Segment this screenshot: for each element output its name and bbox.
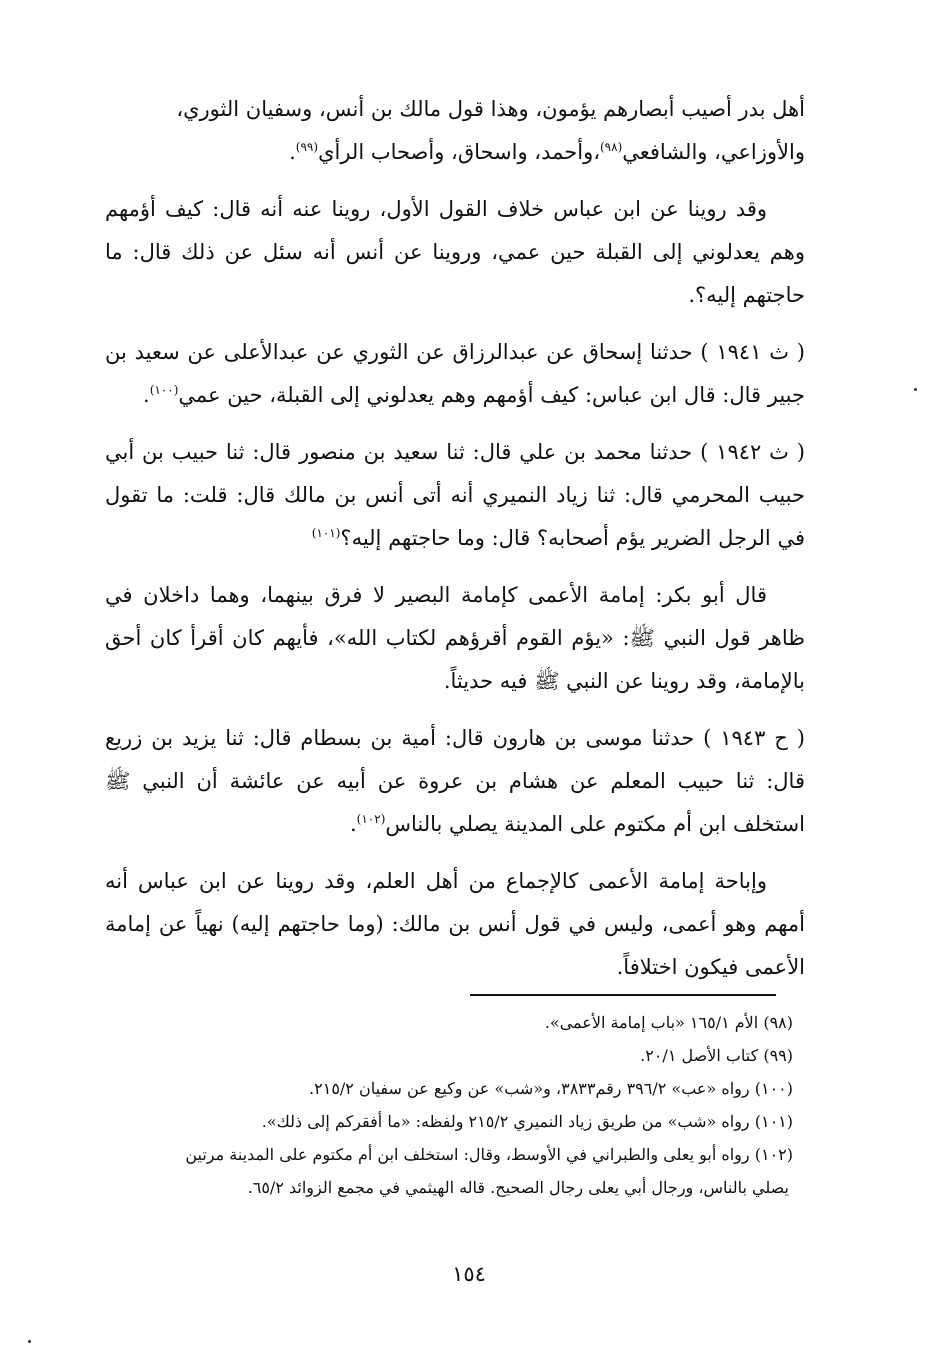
footnote-102: (١٠٢) رواه أبو يعلى والطبراني في الأوسط، وقال: استخلف ابن أم مكتوم على المدينة مرتين — [185, 1145, 793, 1164]
footnote-102-continuation: يصلي بالناس، ورجال أبي يعلى رجال الصحيح. قاله الهيثمي في مجمع الزوائد ٦٥/٢. — [247, 1178, 789, 1197]
footnote-ref-101[interactable]: (١٠١) — [311, 526, 341, 540]
page-number: ١٥٤ — [452, 1262, 486, 1286]
paragraph-1-continuation: ،وأحمد، واسحاق، وأصحاب الرأي — [318, 140, 600, 164]
paragraph-2 — [105, 188, 805, 317]
footnote-99: (٩٩) كتاب الأصل ٢٠/١. — [640, 1046, 793, 1065]
hadith-1942 — [105, 431, 805, 560]
footnote-ref-102[interactable]: (١٠٢) — [356, 812, 386, 826]
scan-speck — [28, 1340, 31, 1343]
footnote-100: (١٠٠) رواه «عب» ٣٩٦/٢ رقم٣٨٣٣، و«شب» عن وكيع عن سفيان ٢١٥/٢. — [309, 1079, 793, 1098]
footnote-separator — [470, 994, 776, 996]
paragraph-conclusion — [105, 860, 805, 989]
footnotes — [105, 1006, 793, 1204]
hadith-1941-text: ( ث ١٩٤١ ) حدثنا إسحاق عن عبدالرزاق عن الثوري عن عبدالأعلى عن سعيد بن جبير قال: قال ابن عباس: كيف أؤمهم وهم يعدلوني إلى القبلة، حين عمي — [105, 340, 805, 407]
footnote-98: (٩٨) الأم ١٦٥/١ «باب إمامة الأعمى». — [544, 1013, 793, 1032]
paragraph-2-text: وقد روينا عن ابن عباس خلاف القول الأول، روينا عنه أنه قال: كيف أؤمهم وهم يعدلوني إلى القبلة حين عمي، وروينا عن أنس أنه سئل عن ذلك قال: ما حاجتهم إليه؟. — [105, 197, 805, 307]
hadith-1943-text: ( ح ١٩٤٣ ) حدثنا موسى بن هارون قال: أمية بن بسطام قال: ثنا يزيد بن زريع قال: ثنا حبيب المعلم عن هشام بن عروة عن أبيه عن عائشة أن النبي ﷺ استخلف ابن أم مكتوم على المدينة يصلي بالناس — [105, 726, 805, 836]
footnote-ref-99[interactable]: (٩٩) — [295, 140, 319, 154]
hadith-1943 — [105, 717, 805, 846]
hadith-1941 — [105, 331, 805, 417]
paragraph-1-line-1: أهل بدر أصيب أبصارهم يؤمون، وهذا قول مالك بن أنس، وسفيان الثوري، — [176, 97, 805, 121]
paragraph-1-end: . — [289, 140, 296, 164]
paragraph-abu-bakr — [105, 574, 805, 703]
paragraph-abu-bakr-text: قال أبو بكر: إمامة الأعمى كإمامة البصير لا فرق بينهما، وهما داخلان في ظاهر قول النبي ﷺ: «يؤم القوم أقرؤهم لكتاب الله»، فأيهم كان أقرأ كان أحق بالإمامة، وقد روينا عن النبي ﷺ فيه حديثاً. — [105, 583, 805, 693]
hadith-1942-text: ( ث ١٩٤٢ ) حدثنا محمد بن علي قال: ثنا سعيد بن منصور قال: ثنا حبيب بن أبي حبيب المحرمي قال: ثنا زياد النميري أنه أتى أنس بن مالك قال: قلت: ما تقول في الرجل الضرير يؤم أصحابه؟ قال: وما حاجتهم إليه؟ — [105, 440, 805, 550]
paragraph-1 — [105, 88, 805, 174]
paragraph-1-line-2: والأوزاعي، والشافعي — [622, 140, 805, 164]
footnote-ref-100[interactable]: (١٠٠) — [149, 383, 179, 397]
scan-speck — [914, 388, 917, 391]
paragraph-conclusion-text: وإباحة إمامة الأعمى كالإجماع من أهل العلم، وقد روينا عن ابن عباس أنه أمهم وهو أعمى، وليس في قول أنس بن مالك: (وما حاجتهم إليه) نهياً عن إمامة الأعمى فيكون اختلافاً. — [105, 869, 805, 979]
footnote-ref-98[interactable]: (٩٨) — [599, 140, 623, 154]
hadith-1943-end: . — [349, 812, 357, 836]
footnote-101: (١٠١) رواه «شب» من طريق زياد النميري ٢١٥/٢ ولفظه: «ما أفقركم إلى ذلك». — [261, 1112, 793, 1131]
main-text — [105, 88, 805, 1003]
hadith-1941-end: . — [143, 383, 150, 407]
